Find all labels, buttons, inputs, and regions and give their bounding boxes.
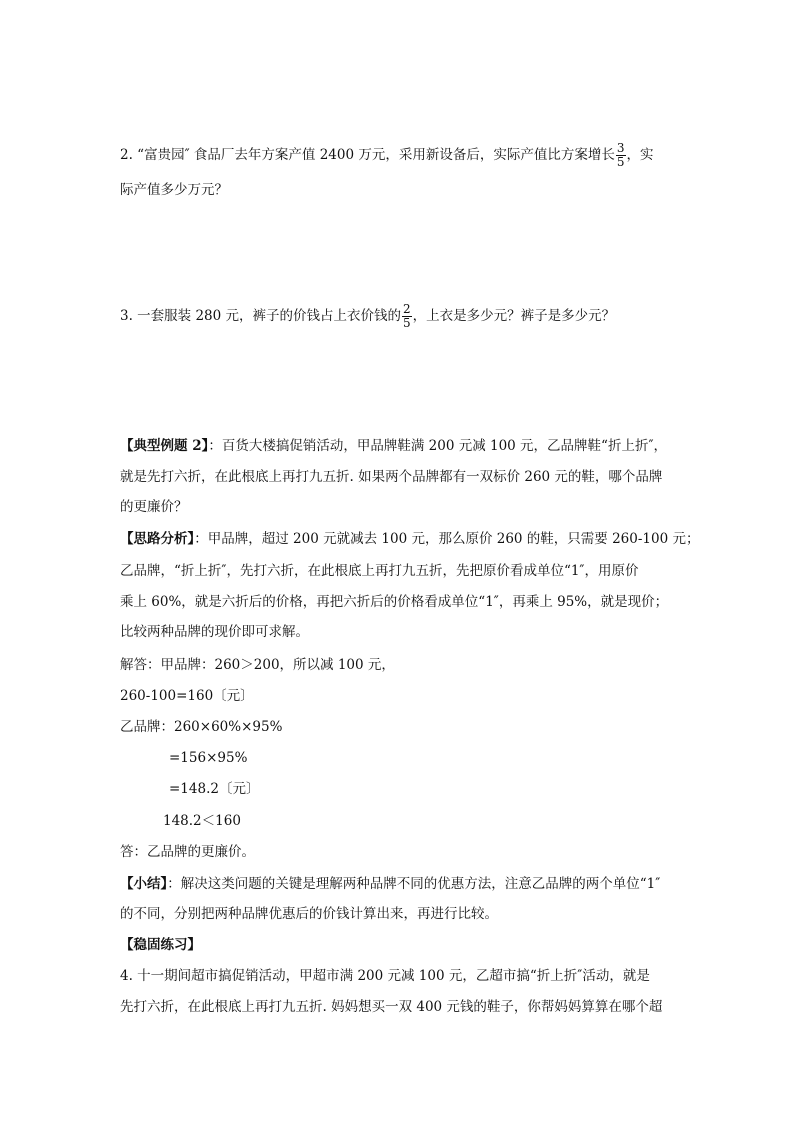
solution-line3: 乙品牌：260×60%×95%	[120, 719, 283, 735]
q2-line1	[120, 142, 654, 169]
q4-line1: 4. 十一期间超市搞促销活动，甲超市满 200 元减 100 元，乙超市搞“折上折″活动，就是	[120, 968, 650, 984]
summary-tag: 【小结】	[120, 876, 168, 892]
q4-line2: 先打六折，在此根底上再打九五折. 妈妈想买一双 400 元钱的鞋子，你帮妈妈算算在哪个超	[120, 999, 663, 1015]
practice-heading: 【稳固练习】	[120, 937, 201, 953]
analysis-line3: 乘上 60%，就是六折后的价格，再把六折后的价格看成单位“1″，再乘上 95%，就是现价；	[120, 594, 669, 610]
q2-fraction	[616, 142, 626, 169]
q3-text-post: ，上衣是多少元？裤子是多少元？	[412, 308, 616, 324]
analysis-text-1: ：甲品牌，超过 200 元就减去 100 元，那么原价 260 的鞋，只需要 260-100 元；	[194, 531, 700, 547]
solution-line6: 148.2＜160	[163, 813, 241, 829]
summary-text-1: ：解决这类问题的关键是理解两种品牌不同的优惠方法，注意乙品牌的两个单位“1″	[167, 876, 661, 892]
solution-line2: 260-100=160〔元〕	[120, 688, 254, 704]
summary-line2: 的不同，分别把两种品牌优惠后的价钱计算出来，再进行比较。	[120, 906, 498, 922]
analysis-line1	[120, 529, 699, 549]
analysis-tag: 【思路分析】	[120, 531, 195, 547]
q3-frac-numerator: 2	[403, 302, 411, 316]
solution-answer: 答：乙品牌的更廉价。	[120, 844, 255, 860]
example-text-1: ：百货大楼搞促销活动，甲品牌鞋满 200 元减 100 元，乙品牌鞋“折上折″，	[208, 438, 667, 454]
solution-line1: 解答：甲品牌：260＞200，所以减 100 元，	[120, 657, 395, 673]
q2-text-pre: 2. “富贵园″ 食品厂去年方案产值 2400 万元，采用新设备后，实际产值比方案增长	[120, 147, 615, 163]
q3-text-pre: 3. 一套服装 280 元，裤子的价钱占上衣价钱的	[120, 308, 402, 324]
example-line1	[120, 436, 667, 456]
solution-line5: =148.2〔元〕	[169, 781, 260, 797]
example-line2: 就是先打六折，在此根底上再打九五折. 如果两个品牌都有一双标价 260 元的鞋，哪个品牌	[120, 469, 663, 485]
q3-line	[120, 303, 615, 330]
q3-frac-denominator: 5	[403, 316, 411, 330]
example-line3: 的更廉价？	[120, 499, 188, 515]
analysis-line2: 乙品牌，“折上折″，先打六折，在此根底上再打九五折，先把原价看成单位“1″，用原价	[120, 563, 639, 579]
analysis-line4: 比较两种品牌的现价即可求解。	[120, 624, 309, 640]
solution-line4: =156×95%	[169, 750, 248, 766]
example-tag: 【典型例题 2】	[120, 438, 209, 454]
summary-line1	[120, 874, 660, 894]
q2-frac-numerator: 3	[616, 141, 625, 155]
q2-line2: 际产值多少万元？	[120, 182, 228, 198]
q3-fraction	[402, 303, 412, 330]
q2-frac-denominator: 5	[616, 155, 625, 169]
q2-text-post: ，实	[626, 147, 654, 163]
